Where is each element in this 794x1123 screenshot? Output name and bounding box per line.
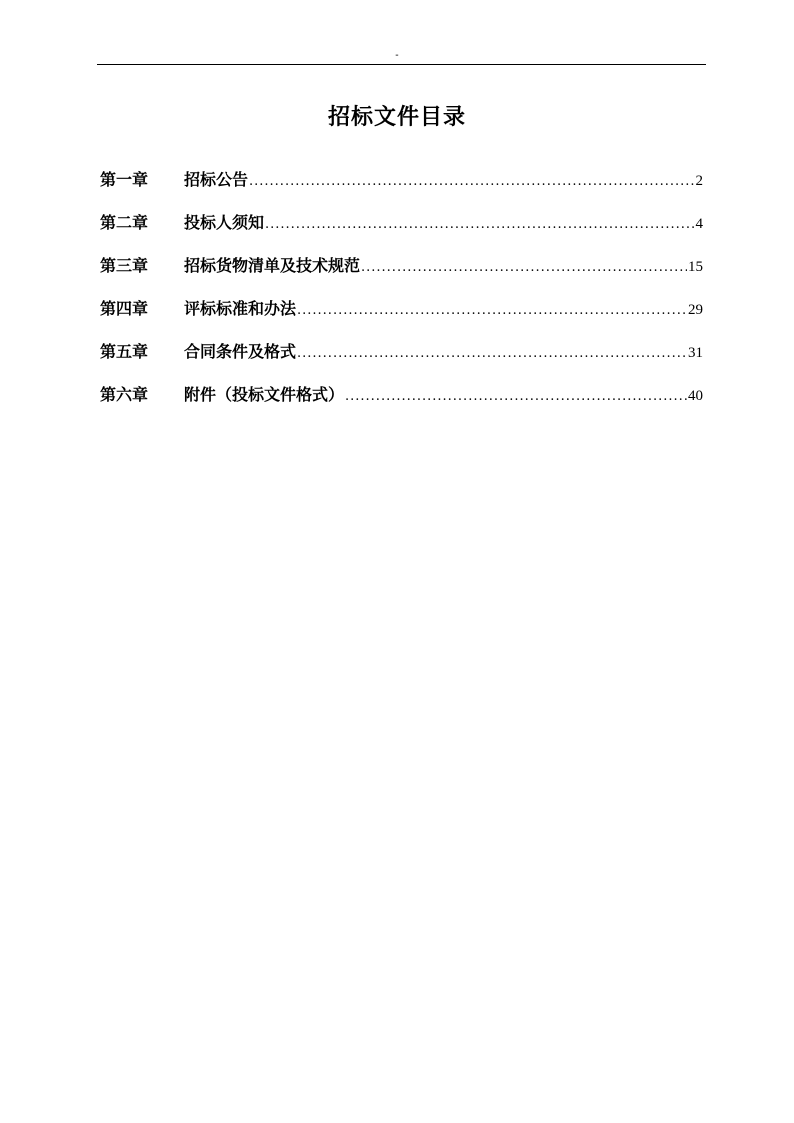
document-title: 招标文件目录 (327, 104, 466, 130)
toc-chapter-title: 合同条件及格式 (184, 342, 297, 361)
toc-page-number: 31 (688, 345, 703, 361)
table-of-contents (100, 166, 703, 424)
toc-dot-leader (297, 340, 687, 368)
toc-page-number: 4 (695, 216, 703, 232)
toc-chapter-number: 第六章 (100, 385, 149, 404)
toc-chapter-number: 第一章 (100, 170, 149, 189)
toc-dot-leader (265, 211, 694, 239)
page-header-mark: - (395, 50, 399, 61)
toc-chapter-title: 投标人须知 (184, 213, 265, 232)
toc-chapter-title: 招标公告 (184, 170, 249, 189)
toc-entry[interactable] (100, 295, 703, 338)
toc-page-number: 15 (688, 259, 703, 275)
toc-chapter-number: 第二章 (100, 213, 149, 232)
toc-chapter-number: 第三章 (100, 256, 149, 275)
toc-dot-leader (249, 168, 694, 196)
toc-entry[interactable] (100, 252, 703, 295)
toc-chapter-title: 评标标准和办法 (184, 299, 297, 318)
toc-entry[interactable] (100, 338, 703, 381)
toc-page-number: 2 (695, 173, 703, 189)
toc-entry[interactable] (100, 166, 703, 209)
toc-dot-leader (345, 383, 687, 411)
toc-chapter-title: 招标货物清单及技术规范 (184, 256, 361, 275)
toc-dot-leader (361, 254, 687, 282)
toc-chapter-number: 第五章 (100, 342, 149, 361)
toc-page-number: 40 (688, 388, 703, 404)
toc-entry[interactable] (100, 209, 703, 252)
toc-chapter-title: 附件（投标文件格式） (184, 385, 345, 404)
toc-page-number: 29 (688, 302, 703, 318)
toc-dot-leader (297, 297, 687, 325)
toc-entry[interactable] (100, 381, 703, 424)
header-rule (97, 64, 706, 65)
toc-chapter-number: 第四章 (100, 299, 149, 318)
